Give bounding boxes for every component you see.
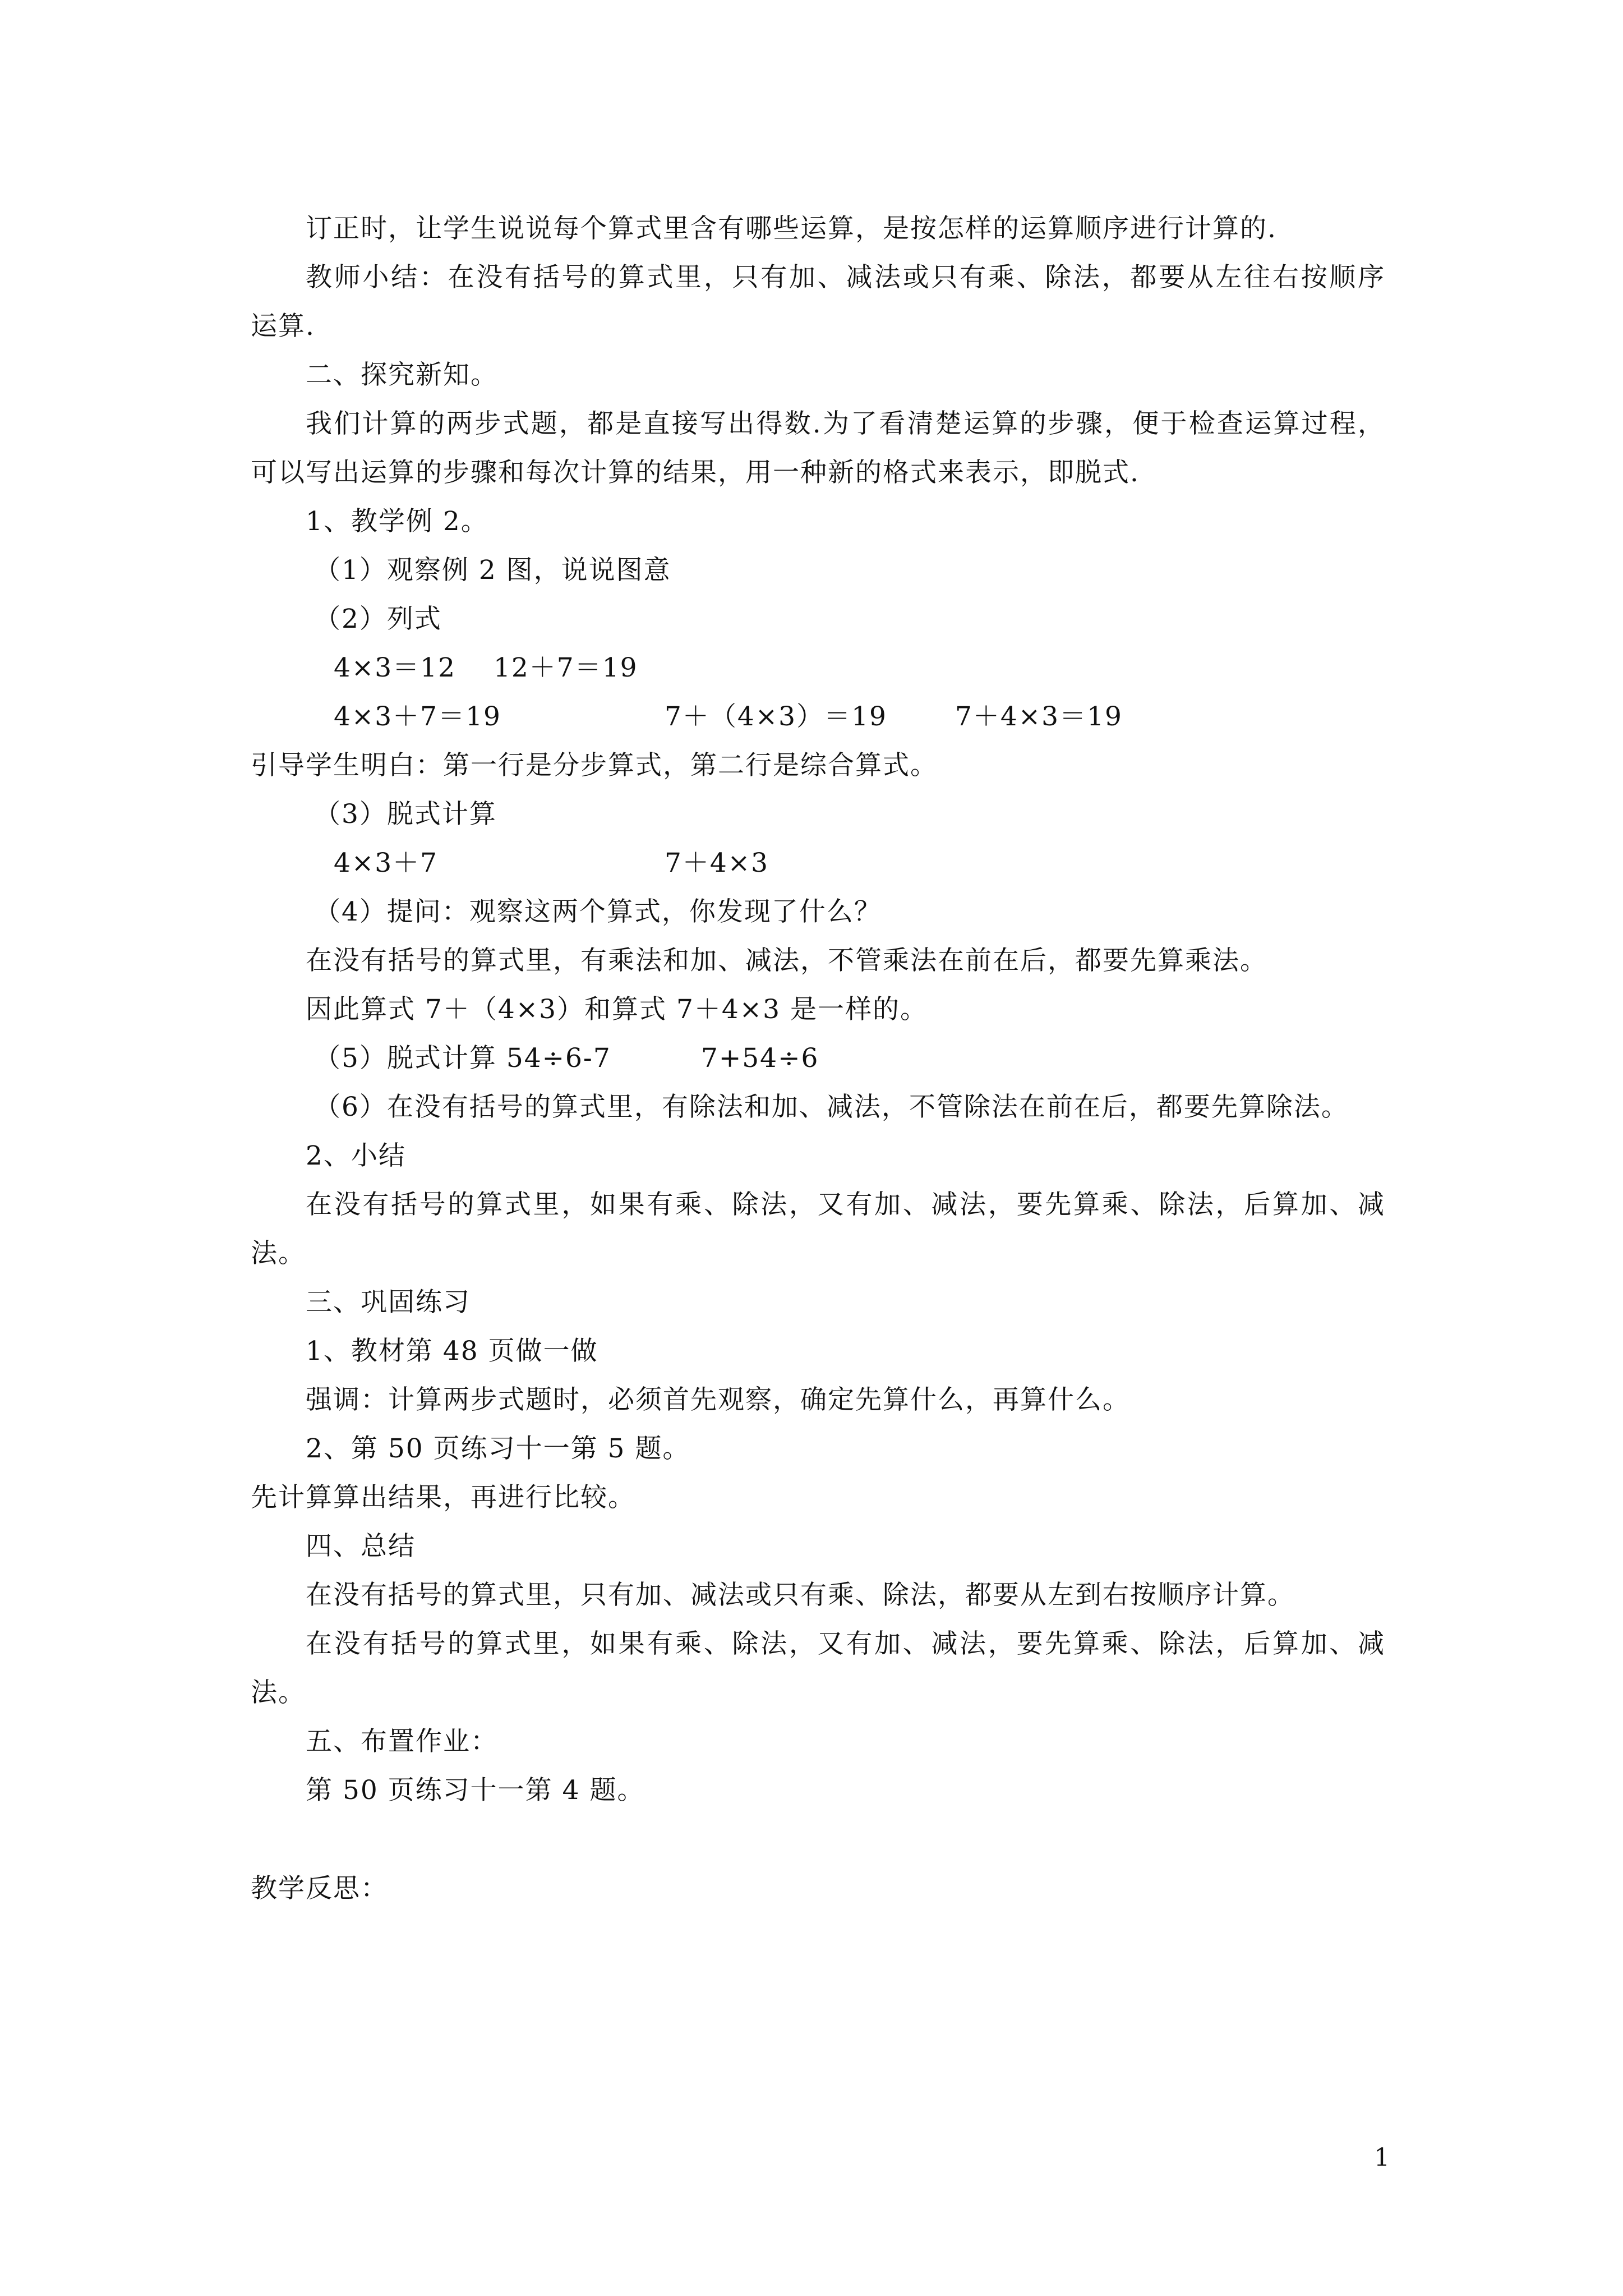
conclusion-rule-2-cont: 法。 [251, 1677, 306, 1708]
rule-division: （6）在没有括号的算式里，有除法和加、减法，不管除法在前在后，都要先算除法。 [314, 1092, 1349, 1122]
paragraph-teacher-summary-cont: 运算. [251, 311, 315, 342]
page-number: 1 [1374, 2143, 1390, 2172]
practice-item-1: 1、教材第 48 页做一做 [306, 1336, 598, 1366]
conclusion-rule-2: 在没有括号的算式里，如果有乘、除法，又有加、减法，要先算乘、除法，后算加、减 [306, 1628, 1385, 1659]
conclusion-rule-1: 在没有括号的算式里，只有加、减法或只有乘、除法，都要从左到右按顺序计算。 [306, 1580, 1295, 1611]
paragraph-two-step-cont: 可以写出运算的步骤和每次计算的结果，用一种新的格式来表示，即脱式. [251, 457, 1140, 488]
step-question: （4）提问：观察这两个算式，你发现了什么？ [314, 896, 882, 927]
equation-combined-1: 4×3＋7＝19 [334, 701, 501, 732]
rule-mixed: 在没有括号的算式里，如果有乘、除法，又有加、减法，要先算乘、除法，后算加、减 [306, 1189, 1385, 1220]
practice-item-2: 2、第 50 页练习十一第 5 题。 [306, 1433, 690, 1464]
teaching-reflection-label: 教学反思： [251, 1873, 388, 1904]
step-division-calc-2: 7+54÷6 [701, 1043, 819, 1074]
step-stepwise-calc: （3）脱式计算 [314, 799, 497, 830]
paragraph-correction: 订正时，让学生说说每个算式里含有哪些运算，是按怎样的运算顺序进行计算的. [306, 213, 1277, 244]
rule-mixed-cont: 法。 [251, 1238, 306, 1269]
step-observe: （1）观察例 2 图，说说图意 [314, 555, 671, 586]
paragraph-compare: 先计算算出结果，再进行比较。 [251, 1482, 635, 1513]
equation-step-1: 4×3＝12 [334, 652, 456, 683]
equation-combined-3: 7＋4×3＝19 [955, 701, 1123, 732]
section-heading-conclusion: 四、总结 [306, 1531, 416, 1562]
section-heading-explore: 二、探究新知。 [306, 360, 498, 390]
step-write-formula: （2）列式 [314, 604, 442, 634]
equation-step-2: 12＋7＝19 [494, 652, 638, 683]
section-heading-practice: 三、巩固练习 [306, 1287, 471, 1318]
step-division-calc: （5）脱式计算 54÷6-7 [314, 1043, 611, 1074]
paragraph-teacher-summary: 教师小结：在没有括号的算式里，只有加、减法或只有乘、除法，都要从左往右按顺序 [306, 262, 1385, 293]
paragraph-emphasis: 强调：计算两步式题时，必须首先观察，确定先算什么，再算什么。 [306, 1384, 1130, 1415]
homework-item: 第 50 页练习十一第 4 题。 [306, 1775, 645, 1806]
expression-2: 7＋4×3 [665, 848, 769, 878]
expression-1: 4×3＋7 [334, 848, 439, 878]
paragraph-two-step: 我们计算的两步式题，都是直接写出得数.为了看清楚运算的步骤，便于检查运算过程， [306, 408, 1385, 439]
rule-multiplication: 在没有括号的算式里，有乘法和加、减法，不管乘法在前在后，都要先算乘法。 [306, 945, 1267, 976]
section-heading-homework: 五、布置作业： [306, 1726, 498, 1757]
subheading-example-2: 1、教学例 2。 [306, 506, 488, 537]
paragraph-therefore: 因此算式 7＋（4×3）和算式 7＋4×3 是一样的。 [306, 994, 928, 1025]
subheading-summary: 2、小结 [306, 1140, 406, 1171]
equation-combined-2: 7＋（4×3）＝19 [665, 701, 887, 732]
paragraph-guide: 引导学生明白：第一行是分步算式，第二行是综合算式。 [251, 750, 938, 781]
